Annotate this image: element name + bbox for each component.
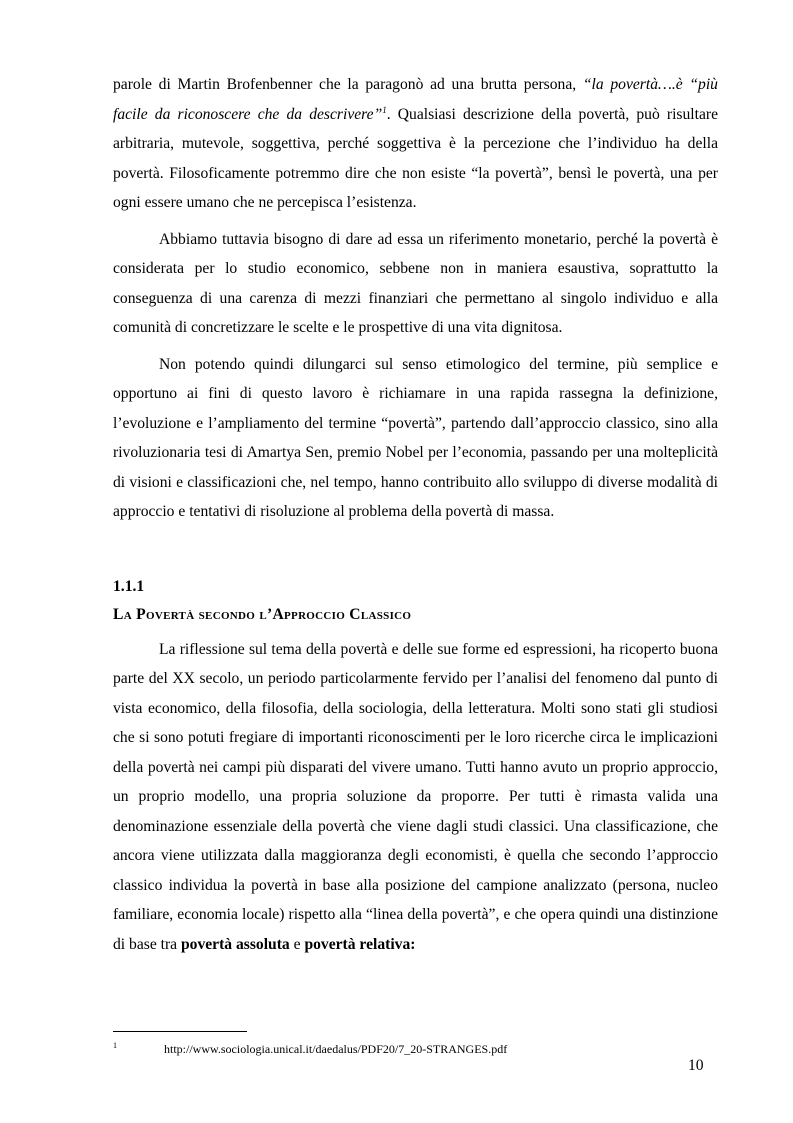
term-relative-poverty: povertà relativa:: [304, 935, 416, 953]
paragraph-4-conjunction: e: [289, 935, 305, 953]
footnote-separator: [113, 1031, 247, 1032]
paragraph-1-text-end: . Qualsiasi descrizione della povertà, può risultare arbitraria, mutevole, soggettiva, perché soggettiva è la percezione che l’individuo ha della povertà. Filosoficamente potremmo dire che non esiste “la povertà”, bensì le povertà, una per ogni essere umano che ne percepisca l’esistenza.: [113, 105, 718, 211]
paragraph-2: Abbiamo tuttavia bisogno di dare ad essa un riferimento monetario, perché la povertà è considerata per lo studio economico, sebbene non in maniera esaustiva, soprattutto la conseguenza di una carenza di mezzi finanziari che permettano al singolo individuo e alla comunità di concretizzare le scelte e le prospettive di una vita dignitosa.: [113, 230, 718, 336]
paragraph-1: [113, 70, 718, 218]
paragraph-4-text: La riflessione sul tema della povertà e delle sue forme ed espressioni, ha ricoperto buona parte del XX secolo, un periodo particolarmente fervido per l’analisi del fenomeno dal punto di vista economico, della filosofia, della sociologia, della letteratura. Molti sono stati gli studiosi che si sono potuti fregiare di importanti riconoscimenti per le loro ricerche circa le implicazioni della povertà nei campi più disparati del vivere umano. Tutti hanno avuto un proprio approccio, un proprio modello, una propria soluzione da proporre. Per tutti è rimasta valida una denominazione essenziale della povertà che viene dagli studi classici. Una classificazione, che ancora viene utilizzata dalla maggioranza degli economisti, è quella che secondo l’approccio classico individua la povertà in base alla posizione del campione analizzato (persona, nucleo familiare, economia locale) rispetto alla “linea della povertà”, e che opera quindi una distinzione di base tra: [113, 640, 718, 953]
term-absolute-poverty: povertà assoluta: [180, 935, 290, 953]
paragraph-4: [113, 635, 718, 960]
page-number: 10: [688, 1057, 704, 1074]
quote-italic: “la povertà….è “più facile da riconoscere che da descrivere”: [113, 76, 718, 123]
footnote-mark: 1: [113, 1041, 117, 1050]
paragraph-1-text-start: parole di Martin Brofenbenner che la paragonò ad una brutta persona,: [113, 76, 583, 93]
section-title: La Povertà secondo l’Approccio Classico: [113, 605, 412, 623]
footnote-url[interactable]: http://www.sociologia.unical.it/daedalus/PDF20/7_20-STRANGES.pdf: [164, 1042, 508, 1056]
section-number: 1.1.1: [113, 577, 145, 595]
paragraph-3: Non potendo quindi dilungarci sul senso etimologico del termine, più semplice e opportuno ai fini di questo lavoro è richiamare in una rapida rassegna la definizione, l’evoluzione e l’ampliamento del termine “povertà”, partendo dall’approccio classico, sino alla rivoluzionaria tesi di Amartya Sen, premio Nobel per l’economia, passando per una molteplicità di visioni e classificazioni che, nel tempo, hanno contribuito allo sviluppo di diverse modalità di approccio e tentativi di risoluzione al problema della povertà di massa.: [113, 355, 718, 520]
page-body: [113, 70, 718, 959]
footnote-reference[interactable]: 1: [382, 104, 387, 115]
